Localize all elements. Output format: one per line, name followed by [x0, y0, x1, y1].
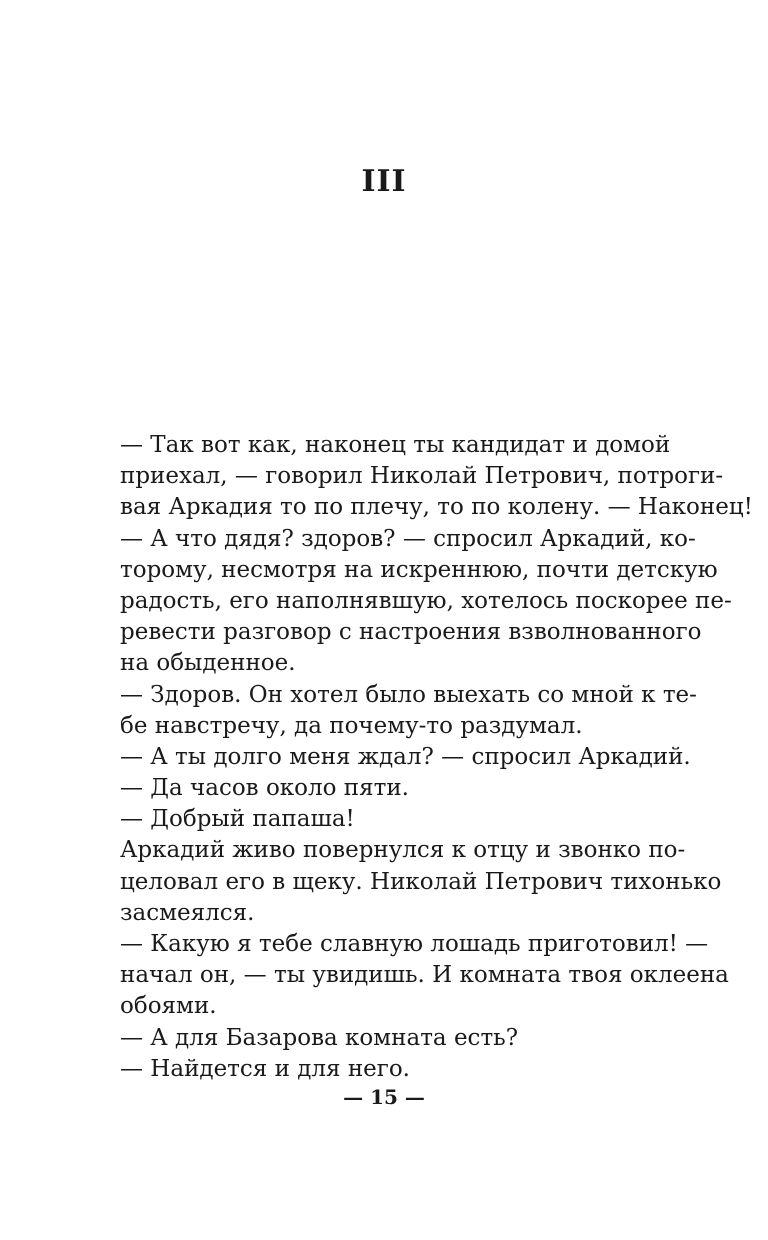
text-line: начал он, — ты увидишь. И комната твоя оклеена: [120, 962, 729, 989]
text-line: торому, несмотря на искреннюю, почти детскую: [120, 556, 718, 583]
text-line: ревести разговор с настроения взволнованного: [120, 619, 702, 646]
text-line: — А ты долго меня ждал? — спросил Аркадий.: [120, 743, 691, 770]
text-line: — Да часов около пяти.: [120, 775, 409, 802]
text-line: — Здоров. Он хотел было выехать со мной к те-: [120, 681, 697, 708]
text-line: радость, его наполнявшую, хотелось поскорее пе-: [120, 587, 732, 614]
text-line: — Так вот как, наконец ты кандидат и домой: [120, 432, 671, 458]
text-line: приехал, — говорил Николай Петрович, потроги-: [120, 463, 724, 490]
text-line: на обыденное.: [120, 650, 296, 677]
text-line: бе навстречу, да почему-то раздумал.: [120, 712, 583, 739]
chapter-heading: III: [361, 164, 407, 199]
text-line: — А что дядя? здоров? — спросил Аркадий, ко-: [120, 525, 696, 552]
body-text: [120, 430, 753, 1085]
text-line: вая Аркадия то по плечу, то по колену. — Наконец!: [120, 494, 753, 521]
text-line: — Добрый папаша!: [120, 806, 355, 833]
text-line: засмеялся.: [120, 899, 255, 926]
text-line: обоями.: [120, 993, 217, 1020]
text-line: Аркадий живо повернулся к отцу и звонко по-: [120, 837, 686, 864]
text-line: целовал его в щеку. Николай Петрович тихонько: [120, 868, 722, 895]
text-line: — Какую я тебе славную лошадь приготовил! —: [120, 931, 709, 957]
text-line: — А для Базарова комната есть?: [120, 1024, 519, 1051]
page-number: — 15 —: [343, 1085, 425, 1109]
text-line: — Найдется и для него.: [120, 1055, 410, 1082]
